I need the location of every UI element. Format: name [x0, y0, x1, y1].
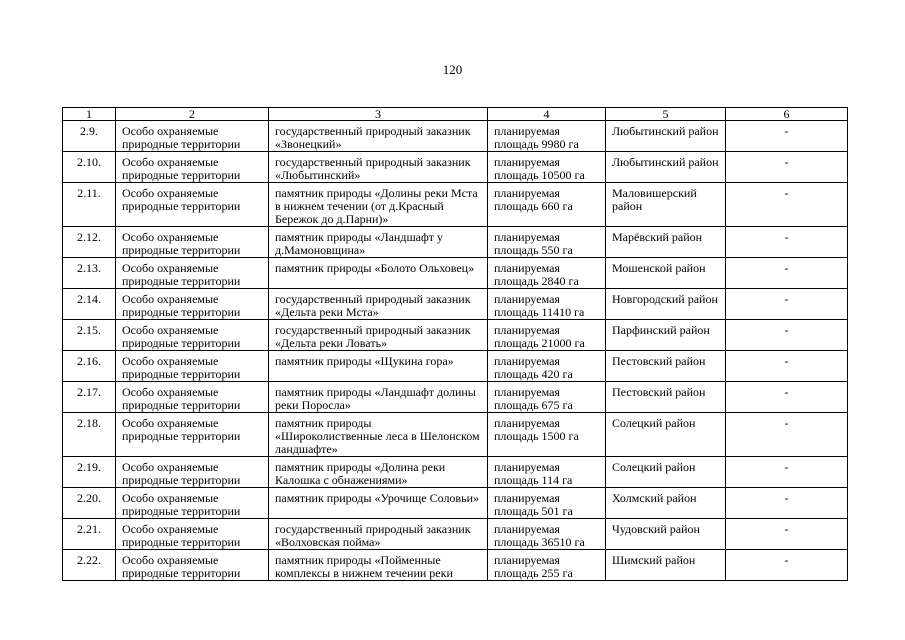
data-table	[62, 107, 848, 581]
page-number: 120	[442, 62, 463, 77]
table-row	[63, 183, 848, 227]
table-row	[63, 351, 848, 382]
cell-object: памятник природы «Урочище Соловьи»	[269, 488, 488, 519]
cell-number: 2.11.	[63, 183, 116, 227]
cell-object: памятник природы «Ландшафт долины реки Пороcла»	[269, 382, 488, 413]
cell-category: Особо охраняемые природные территории	[116, 351, 269, 382]
cell-district: Марёвский район	[606, 227, 726, 258]
cell-district: Шимский район	[606, 550, 726, 581]
cell-object: памятник природы «Широколиственные леса в Шелонском ландшафте»	[269, 413, 488, 457]
cell-note: -	[726, 258, 848, 289]
cell-category: Особо охраняемые природные территории	[116, 457, 269, 488]
column-header: 6	[726, 108, 848, 121]
cell-object: памятник природы «Ландшафт у д.Мамоновщина»	[269, 227, 488, 258]
cell-area: планируемая площадь 550 га	[488, 227, 606, 258]
cell-area: планируемая площадь 255 га	[488, 550, 606, 581]
column-header: 5	[606, 108, 726, 121]
cell-note: -	[726, 227, 848, 258]
cell-district: Чудовский район	[606, 519, 726, 550]
cell-category: Особо охраняемые природные территории	[116, 488, 269, 519]
cell-category: Особо охраняемые природные территории	[116, 289, 269, 320]
cell-category: Особо охраняемые природные территории	[116, 183, 269, 227]
cell-number: 2.20.	[63, 488, 116, 519]
cell-number: 2.21.	[63, 519, 116, 550]
table-body	[63, 121, 848, 581]
table-row	[63, 289, 848, 320]
table-row	[63, 413, 848, 457]
cell-note: -	[726, 121, 848, 152]
cell-number: 2.10.	[63, 152, 116, 183]
cell-object: памятник природы «Болото Ольховец»	[269, 258, 488, 289]
cell-district: Пестовский район	[606, 382, 726, 413]
column-header: 3	[269, 108, 488, 121]
cell-area: планируемая площадь 10500 га	[488, 152, 606, 183]
cell-note: -	[726, 289, 848, 320]
cell-note: -	[726, 351, 848, 382]
cell-number: 2.15.	[63, 320, 116, 351]
cell-area: планируемая площадь 420 га	[488, 351, 606, 382]
cell-note: -	[726, 457, 848, 488]
cell-district: Новгородский район	[606, 289, 726, 320]
cell-number: 2.14.	[63, 289, 116, 320]
cell-category: Особо охраняемые природные территории	[116, 121, 269, 152]
cell-object: памятник природы «Пойменные комплексы в нижнем течении реки	[269, 550, 488, 581]
cell-category: Особо охраняемые природные территории	[116, 519, 269, 550]
cell-district: Пестовский район	[606, 351, 726, 382]
cell-note: -	[726, 488, 848, 519]
table-row	[63, 488, 848, 519]
cell-object: памятник природы «Долина реки Калошка с обнажениями»	[269, 457, 488, 488]
cell-area: планируемая площадь 1500 га	[488, 413, 606, 457]
cell-district: Любытинский район	[606, 152, 726, 183]
cell-area: планируемая площадь 36510 га	[488, 519, 606, 550]
cell-note: -	[726, 382, 848, 413]
table-row	[63, 121, 848, 152]
cell-area: планируемая площадь 675 га	[488, 382, 606, 413]
cell-number: 2.17.	[63, 382, 116, 413]
cell-area: планируемая площадь 114 га	[488, 457, 606, 488]
cell-category: Особо охраняемые природные территории	[116, 258, 269, 289]
table-header-row	[63, 108, 848, 121]
cell-category: Особо охраняемые природные территории	[116, 382, 269, 413]
table-row	[63, 320, 848, 351]
cell-district: Парфинский район	[606, 320, 726, 351]
table-row	[63, 152, 848, 183]
cell-category: Особо охраняемые природные территории	[116, 152, 269, 183]
cell-number: 2.18.	[63, 413, 116, 457]
cell-object: государственный природный заказник «Любытинский»	[269, 152, 488, 183]
table-row	[63, 227, 848, 258]
cell-object: государственный природный заказник «Волховская пойма»	[269, 519, 488, 550]
column-header: 1	[63, 108, 116, 121]
cell-object: государственный природный заказник «Дельта реки Мста»	[269, 289, 488, 320]
cell-district: Маловишерский район	[606, 183, 726, 227]
cell-object: памятник природы «Щукина гора»	[269, 351, 488, 382]
cell-object: государственный природный заказник «Дельта реки Ловать»	[269, 320, 488, 351]
cell-number: 2.12.	[63, 227, 116, 258]
table-row	[63, 382, 848, 413]
cell-number: 2.19.	[63, 457, 116, 488]
cell-number: 2.22.	[63, 550, 116, 581]
cell-note: -	[726, 183, 848, 227]
cell-note: -	[726, 413, 848, 457]
cell-number: 2.9.	[63, 121, 116, 152]
table-row	[63, 457, 848, 488]
cell-note: -	[726, 152, 848, 183]
cell-category: Особо охраняемые природные территории	[116, 550, 269, 581]
table-row	[63, 258, 848, 289]
cell-area: планируемая площадь 501 га	[488, 488, 606, 519]
cell-area: планируемая площадь 2840 га	[488, 258, 606, 289]
cell-number: 2.13.	[63, 258, 116, 289]
column-header: 4	[488, 108, 606, 121]
table-row	[63, 519, 848, 550]
cell-object: памятник природы «Долины реки Мста в нижнем течении (от д.Красный Бережок до д.Парни)»	[269, 183, 488, 227]
cell-note: -	[726, 550, 848, 581]
cell-category: Особо охраняемые природные территории	[116, 227, 269, 258]
cell-note: -	[726, 519, 848, 550]
cell-note: -	[726, 320, 848, 351]
column-header: 2	[116, 108, 269, 121]
cell-district: Мошенской район	[606, 258, 726, 289]
cell-area: планируемая площадь 21000 га	[488, 320, 606, 351]
cell-category: Особо охраняемые природные территории	[116, 413, 269, 457]
cell-district: Солецкий район	[606, 413, 726, 457]
cell-area: планируемая площадь 9980 га	[488, 121, 606, 152]
cell-area: планируемая площадь 11410 га	[488, 289, 606, 320]
cell-district: Солецкий район	[606, 457, 726, 488]
cell-district: Любытинский район	[606, 121, 726, 152]
cell-area: планируемая площадь 660 га	[488, 183, 606, 227]
cell-district: Холмский район	[606, 488, 726, 519]
cell-object: государственный природный заказник «Звонецкий»	[269, 121, 488, 152]
cell-number: 2.16.	[63, 351, 116, 382]
table-row	[63, 550, 848, 581]
cell-category: Особо охраняемые природные территории	[116, 320, 269, 351]
